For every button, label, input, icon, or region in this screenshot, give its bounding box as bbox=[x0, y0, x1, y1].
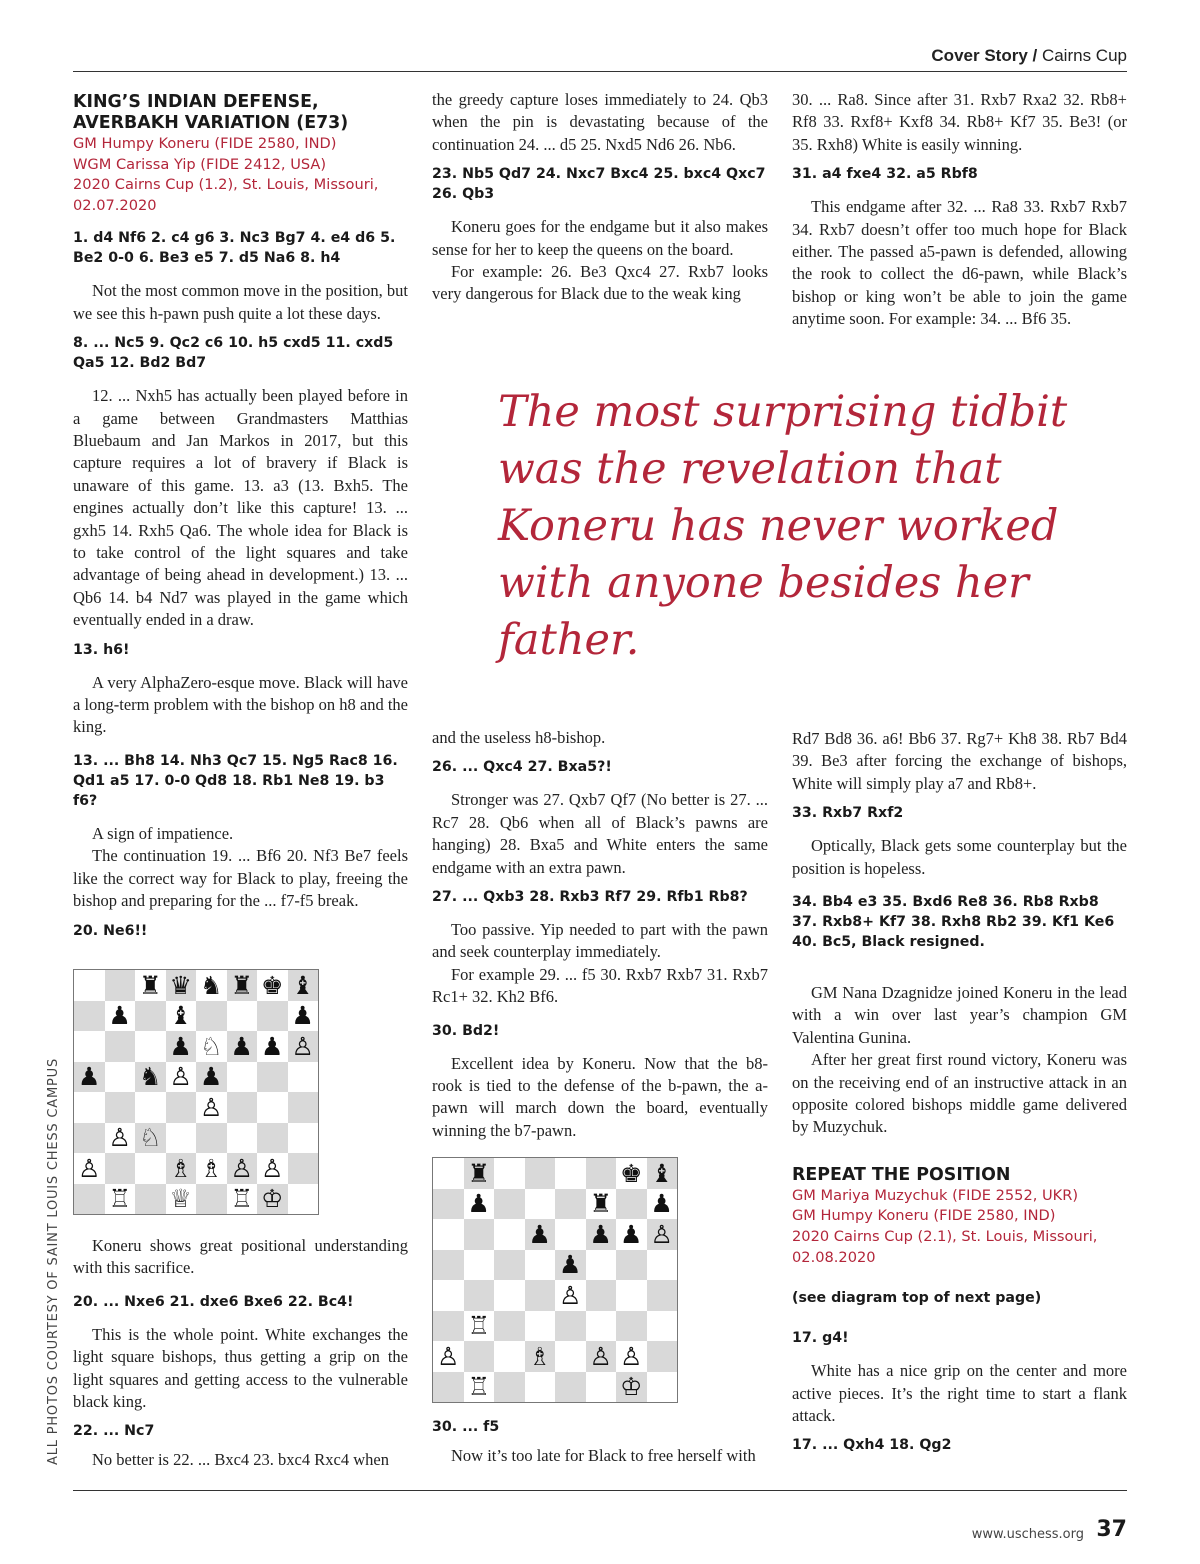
annotation-c2-8: Excellent idea by Koneru. Now that the b8-rook is tied to the defense of the b-pawn, the a-pawn will march down the board, eventually winning the b7-pawn. bbox=[432, 1053, 768, 1140]
game-event: 2020 Cairns Cup (1.2), St. Louis, Missouri, 02.07.2020 bbox=[73, 176, 379, 214]
annotation-c2-2: Koneru goes for the endgame but it also makes sense for her to keep the queens on the board. bbox=[432, 217, 768, 259]
annotation-c2-4: and the useless h8-bishop. bbox=[432, 728, 606, 747]
moves-4: 13. ... Bh8 14. Nh3 Qc7 15. Ng5 Rac8 16. Qd1 a5 17. 0-0 Qd8 18. Rb1 Ne8 19. b3 f6? bbox=[73, 752, 398, 809]
board-square bbox=[494, 1341, 525, 1372]
board-square bbox=[288, 1062, 319, 1093]
chess-piece-square: ♖ bbox=[464, 1311, 495, 1342]
chess-piece-square: ♟ bbox=[227, 1031, 258, 1062]
chess-piece-square: ♟ bbox=[105, 1001, 136, 1032]
board-square bbox=[74, 1184, 105, 1215]
moves-c2-3: 27. ... Qxb3 28. Rxb3 Rf7 29. Rfb1 Rb8? bbox=[432, 889, 748, 906]
column-1 bbox=[73, 92, 408, 941]
chess-piece-square: ♟ bbox=[647, 1189, 678, 1220]
board-square bbox=[525, 1280, 556, 1311]
board-square bbox=[74, 1123, 105, 1154]
column-2-top bbox=[432, 89, 768, 306]
board-square bbox=[227, 1123, 258, 1154]
chess-piece-square: ♜ bbox=[586, 1189, 617, 1220]
chess-piece-square: ♙ bbox=[166, 1062, 197, 1093]
board-square bbox=[647, 1372, 678, 1403]
footer-url: www.uschess.org bbox=[971, 1527, 1084, 1542]
board-square bbox=[105, 1031, 136, 1062]
annotation-c3-3: Rd7 Bd8 36. a6! Bb6 37. Rg7+ Kh8 38. Rb7 Bd4 39. Be3 after forcing the exchange of bishops, White will simply play a7 and Rb8+. bbox=[792, 729, 1127, 793]
moves-3: 13. h6! bbox=[73, 641, 130, 658]
board-square bbox=[555, 1158, 586, 1189]
board-square bbox=[555, 1189, 586, 1220]
column-2-end bbox=[432, 1417, 768, 1467]
board-square bbox=[647, 1311, 678, 1342]
annotation-3: A very AlphaZero-esque move. Black will have a long-term problem with the bishop on h8 and the king. bbox=[73, 672, 408, 737]
annotation-c3-1: 30. ... Ra8. Since after 31. Rxb7 Rxa2 32. Rb8+ Rf8 33. Rxf8+ Kxf8 34. Rb8+ Kf7 35. Be3! (or 35. Rxh8) White is easily winning. bbox=[792, 90, 1127, 154]
board-square bbox=[433, 1250, 464, 1281]
board-square bbox=[288, 1123, 319, 1154]
annotation-c2-9: Now it’s too late for Black to free herself with bbox=[451, 1446, 756, 1465]
annotation-c2-7: For example 29. ... f5 30. Rxb7 Rxb7 31. Rxb7 Rc1+ 32. Kh2 Bf6. bbox=[432, 964, 768, 1007]
chess-piece-square: ♖ bbox=[227, 1184, 258, 1215]
board-square bbox=[616, 1250, 647, 1281]
board-square bbox=[74, 1001, 105, 1032]
header-event: Cairns Cup bbox=[1041, 46, 1127, 65]
board-square bbox=[464, 1341, 495, 1372]
board-square bbox=[494, 1219, 525, 1250]
board-square bbox=[555, 1311, 586, 1342]
chess-piece-square: ♟ bbox=[74, 1062, 105, 1093]
annotation-c3-4: Optically, Black gets some counterplay but the position is hopeless. bbox=[792, 836, 1127, 878]
annotation-c2-5: Stronger was 27. Qxb7 Qf7 (No better is 27. ... Rc7 28. Qb6 when all of Black’s pawns are hanging) 28. Bxa5 and White enters the same endgame with an extra pawn. bbox=[432, 790, 768, 877]
game-title: KING’S INDIAN DEFENSE, AVERBAKH VARIATION (E73) bbox=[73, 92, 349, 133]
pull-quote: The most surprising tidbit was the revelation that Koneru has never worked with anyone besides her father. bbox=[498, 387, 1068, 665]
annotation-c2-1: the greedy capture loses immediately to 24. Qb3 when the pin is devastating because of the continuation 24. ... d5 25. Nxd5 Nd6 26. Nb6. bbox=[432, 90, 768, 154]
board-square bbox=[494, 1158, 525, 1189]
board-square bbox=[647, 1341, 678, 1372]
chess-piece-square: ♜ bbox=[464, 1158, 495, 1189]
moves-c2-4: 30. Bd2! bbox=[432, 1022, 500, 1039]
annotation-c3-7: White has a nice grip on the center and more active pieces. It’s the right time to start a flank attack. bbox=[792, 1361, 1127, 1426]
moves-c2-5: 30. ... f5 bbox=[432, 1419, 500, 1435]
annotation-c2-3: For example: 26. Be3 Qxc4 27. Rxb7 looks very dangerous for Black due to the weak king bbox=[432, 262, 768, 304]
board-square bbox=[555, 1372, 586, 1403]
board-square bbox=[586, 1158, 617, 1189]
board-square bbox=[647, 1250, 678, 1281]
moves-5: 20. Ne6!! bbox=[73, 922, 148, 939]
game2-white-player: GM Mariya Muzychuk (FIDE 2552, UKR) bbox=[792, 1186, 1079, 1204]
chess-piece-square: ♙ bbox=[616, 1341, 647, 1372]
board-square bbox=[494, 1280, 525, 1311]
game-white-player: GM Humpy Koneru (FIDE 2580, IND) bbox=[73, 135, 337, 152]
chess-piece-square: ♜ bbox=[227, 970, 258, 1001]
chess-piece-square: ♖ bbox=[464, 1372, 495, 1403]
chess-piece-square: ♙ bbox=[105, 1123, 136, 1154]
board-square bbox=[105, 970, 136, 1001]
moves-c2-1: 23. Nb5 Qd7 24. Nxc7 Bxc4 25. bxc4 Qxc7 26. Qb3 bbox=[432, 166, 766, 203]
moves-6: 20. ... Nxe6 21. dxe6 Bxe6 22. Bc4! bbox=[73, 1293, 354, 1310]
board-square bbox=[227, 1092, 258, 1123]
header-section: Cover Story bbox=[931, 46, 1028, 65]
annotation-c3-2: This endgame after 32. ... Ra8 33. Rxb7 Rxb7 34. Rxb7 doesn’t offer too much hope for Black either. The passed a5-pawn is defended, allowing the rook to collect the d6-pawn, while Black’s bishop or king won’t be able to join the game anytime soon. For example: 34. ... Bf6 35. bbox=[792, 197, 1127, 329]
moves-c3-6: 17. ... Qxh4 18. Qg2 bbox=[792, 1437, 952, 1454]
header-separator: / bbox=[1027, 46, 1042, 65]
chess-piece-square: ♟ bbox=[616, 1219, 647, 1250]
chess-piece-square: ♞ bbox=[135, 1062, 166, 1093]
board-square bbox=[433, 1158, 464, 1189]
chess-diagram-2 bbox=[432, 1157, 678, 1403]
board-square bbox=[433, 1189, 464, 1220]
moves-c3-1: 31. a4 fxe4 32. a5 Rbf8 bbox=[792, 166, 978, 183]
chess-piece-square: ♙ bbox=[257, 1153, 288, 1184]
board-square bbox=[288, 1153, 319, 1184]
board-square bbox=[494, 1372, 525, 1403]
board-square bbox=[494, 1311, 525, 1342]
board-square bbox=[464, 1250, 495, 1281]
chess-piece-square: ♟ bbox=[586, 1219, 617, 1250]
board-square bbox=[647, 1280, 678, 1311]
chess-piece-square: ♟ bbox=[464, 1189, 495, 1220]
board-square bbox=[166, 1092, 197, 1123]
annotation-c3-6: After her great first round victory, Koneru was on the receiving end of an instructive attack in an opposite colored bishops middle game delivered by Muzychuk. bbox=[792, 1050, 1127, 1137]
board-square bbox=[433, 1280, 464, 1311]
column-3-bottom bbox=[792, 728, 1127, 1455]
board-square bbox=[464, 1280, 495, 1311]
chess-piece-square: ♗ bbox=[525, 1341, 556, 1372]
chess-piece-square: ♟ bbox=[257, 1031, 288, 1062]
board-square bbox=[525, 1158, 556, 1189]
annotation-4b: The continuation 19. ... Bf6 20. Nf3 Be7 feels like the correct way for Black to play, freeing the bishop and preparing for the ... f7-f5 break. bbox=[73, 846, 408, 911]
board-square bbox=[555, 1341, 586, 1372]
chess-piece-square: ♙ bbox=[196, 1092, 227, 1123]
board-square bbox=[464, 1219, 495, 1250]
chess-piece-square: ♔ bbox=[257, 1184, 288, 1215]
board-square bbox=[288, 1184, 319, 1215]
chess-piece-square: ♘ bbox=[135, 1123, 166, 1154]
board-square bbox=[135, 1184, 166, 1215]
chess-piece-square: ♗ bbox=[166, 1153, 197, 1184]
board-square bbox=[525, 1311, 556, 1342]
board-square bbox=[494, 1250, 525, 1281]
board-square bbox=[257, 1123, 288, 1154]
annotation-1: Not the most common move in the position, but we see this h-pawn push quite a lot these days. bbox=[73, 281, 408, 323]
board-square bbox=[525, 1189, 556, 1220]
chess-piece-square: ♙ bbox=[288, 1031, 319, 1062]
board-square bbox=[135, 1153, 166, 1184]
chess-piece-square: ♙ bbox=[433, 1341, 464, 1372]
board-square bbox=[586, 1250, 617, 1281]
chess-piece-square: ♘ bbox=[196, 1031, 227, 1062]
chess-piece-square: ♛ bbox=[166, 970, 197, 1001]
game-black-player: WGM Carissa Yip (FIDE 2412, USA) bbox=[73, 155, 327, 173]
board-square bbox=[288, 1092, 319, 1123]
chess-piece-square: ♝ bbox=[647, 1158, 678, 1189]
board-square bbox=[227, 1001, 258, 1032]
moves-c3-2: 33. Rxb7 Rxf2 bbox=[792, 805, 904, 822]
chess-piece-square: ♝ bbox=[288, 970, 319, 1001]
page-number: 37 bbox=[1096, 1517, 1127, 1542]
moves-1: 1. d4 Nf6 2. c4 g6 3. Nc3 Bg7 4. e4 d6 5. Be2 0-0 6. Be3 e5 7. d5 Na6 8. h4 bbox=[73, 230, 396, 267]
chess-piece-square: ♝ bbox=[166, 1001, 197, 1032]
board-square bbox=[494, 1189, 525, 1220]
chess-piece-square: ♙ bbox=[647, 1219, 678, 1250]
chess-piece-square: ♔ bbox=[616, 1372, 647, 1403]
game2-title: REPEAT THE POSITION bbox=[792, 1164, 1011, 1185]
moves-c3-3: 34. Bb4 e3 35. Bxd6 Re8 36. Rb8 Rxb8 37. Rxb8+ Kf7 38. Rxh8 Rb2 39. Kf1 Ke6 40. Bc5, Black resigned. bbox=[792, 894, 1115, 951]
chess-piece-square: ♚ bbox=[616, 1158, 647, 1189]
game2-event: 2020 Cairns Cup (2.1), St. Louis, Missouri, 02.08.2020 bbox=[792, 1228, 1098, 1266]
board-square bbox=[586, 1311, 617, 1342]
board-square bbox=[196, 1123, 227, 1154]
board-square bbox=[433, 1219, 464, 1250]
board-square bbox=[555, 1219, 586, 1250]
board-square bbox=[74, 1031, 105, 1062]
annotation-2: 12. ... Nxh5 has actually been played before in a game between Grandmasters Matthias Bluebaum and Jan Markos in 2017, but this capture requires a lot of bravery if Black is unaware of this game. 13. a3 (13. Bxh5. The engines actually don’t like this capture! 13. ... gxh5 14. Rxh5 Qa6. The whole idea for Black is to take control of the light squares and take advantage of being ahead in development.) 13. ... Qb6 14. b4 Nd7 was played in the game which eventually ended in a draw. bbox=[73, 386, 408, 630]
chess-piece-square: ♟ bbox=[525, 1219, 556, 1250]
chess-piece-square: ♙ bbox=[227, 1153, 258, 1184]
board-square bbox=[433, 1311, 464, 1342]
running-header bbox=[931, 46, 1127, 66]
chess-piece-square: ♙ bbox=[74, 1153, 105, 1184]
annotation-4a: A sign of impatience. bbox=[92, 823, 234, 843]
column-3-top bbox=[792, 89, 1127, 331]
chess-piece-square: ♜ bbox=[135, 970, 166, 1001]
game2-black-player: GM Humpy Koneru (FIDE 2580, IND) bbox=[792, 1207, 1056, 1225]
moves-c3-5: 17. g4! bbox=[792, 1330, 849, 1347]
chess-piece-square: ♙ bbox=[555, 1280, 586, 1311]
board-square bbox=[525, 1250, 556, 1281]
column-1-lower bbox=[73, 1235, 408, 1472]
board-square bbox=[196, 1184, 227, 1215]
chess-piece-square: ♚ bbox=[257, 970, 288, 1001]
board-square bbox=[616, 1280, 647, 1311]
moves-2: 8. ... Nc5 9. Qc2 c6 10. h5 cxd5 11. cxd5 Qa5 12. Bd2 Bd7 bbox=[73, 335, 394, 372]
board-square bbox=[74, 1092, 105, 1123]
board-square bbox=[616, 1189, 647, 1220]
board-square bbox=[105, 1062, 136, 1093]
chess-piece-square: ♟ bbox=[555, 1250, 586, 1281]
annotation-c3-5: GM Nana Dzagnidze joined Koneru in the lead with a win over last year’s champion GM Valentina Gunina. bbox=[792, 983, 1127, 1047]
chess-diagram-1 bbox=[73, 969, 319, 1215]
board-square bbox=[135, 1031, 166, 1062]
board-square bbox=[166, 1123, 197, 1154]
chess-piece-square: ♟ bbox=[166, 1031, 197, 1062]
annotation-7: No better is 22. ... Bxc4 23. bxc4 Rxc4 when bbox=[92, 1450, 389, 1470]
annotation-c2-6: Too passive. Yip needed to part with the pawn and seek counterplay immediately. bbox=[432, 920, 768, 962]
annotation-5: Koneru shows great positional understanding with this sacrifice. bbox=[73, 1236, 408, 1278]
board-square bbox=[74, 970, 105, 1001]
board-square bbox=[433, 1372, 464, 1403]
board-square bbox=[257, 1001, 288, 1032]
annotation-6: This is the whole point. White exchanges the light square bishops, thus getting a grip on the light squares and getting access to the vulnerable black king. bbox=[73, 1324, 408, 1412]
board-square bbox=[227, 1062, 258, 1093]
board-square bbox=[135, 1001, 166, 1032]
board-square bbox=[105, 1092, 136, 1123]
footer-rule bbox=[73, 1490, 1127, 1491]
header-rule bbox=[73, 71, 1127, 72]
diagram-reference: (see diagram top of next page) bbox=[792, 1290, 1042, 1307]
board-square bbox=[257, 1062, 288, 1093]
board-square bbox=[525, 1372, 556, 1403]
moves-7: 22. ... Nc7 bbox=[73, 1423, 155, 1440]
board-square bbox=[105, 1153, 136, 1184]
board-square bbox=[616, 1311, 647, 1342]
board-square bbox=[135, 1092, 166, 1123]
board-square bbox=[586, 1280, 617, 1311]
chess-piece-square: ♞ bbox=[196, 970, 227, 1001]
chess-piece-square: ♟ bbox=[196, 1062, 227, 1093]
chess-piece-square: ♗ bbox=[196, 1153, 227, 1184]
moves-c2-2: 26. ... Qxc4 27. Bxa5?! bbox=[432, 759, 612, 776]
board-square bbox=[196, 1001, 227, 1032]
chess-piece-square: ♕ bbox=[166, 1184, 197, 1215]
chess-piece-square: ♖ bbox=[105, 1184, 136, 1215]
photo-credit: ALL PHOTOS COURTESY OF SAINT LOUIS CHESS CAMPUS bbox=[46, 1057, 61, 1465]
board-square bbox=[586, 1372, 617, 1403]
chess-piece-square: ♙ bbox=[586, 1341, 617, 1372]
board-square bbox=[257, 1092, 288, 1123]
column-2-bottom bbox=[432, 727, 768, 1142]
chess-piece-square: ♟ bbox=[288, 1001, 319, 1032]
